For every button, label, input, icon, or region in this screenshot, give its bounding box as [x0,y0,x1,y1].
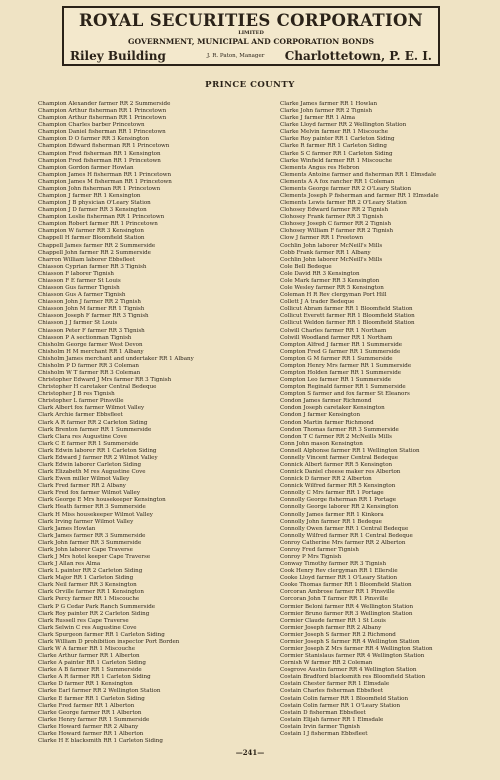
section-heading: PRINCE COUNTY [205,80,295,90]
directory-entry: Clements Lewis farmer RR 2 O'Leary Station [280,200,407,207]
directory-entry: Connell Alphonse farmer RR 1 Wellington Station [280,447,420,454]
directory-entry: Clarke George farmer RR 1 Alberton [38,709,142,716]
directory-entry: Clark Major RR 1 Carleton Siding [38,575,134,582]
directory-entry: Cole Wesley farmer RR 5 Kensington [280,285,384,292]
directory-entry: Costain Chester farmer RR 1 Elmsdale [280,681,390,688]
directory-entry: Costain Bradford blacksmith res Bloomfield Station [280,674,426,681]
directory-entry: Clark Archie farmer Ebbsfleet [38,412,123,419]
directory-entry: Cole David RR 3 Kensington [280,270,360,277]
directory-entry: Compton G M farmer RR 1 Summerside [280,355,393,362]
directory-entry: Champion Leslie fisherman RR 1 Princetown [38,214,165,221]
directory-entry: Clark Russell res Cape Traverse [38,617,129,624]
directory-entry: Clarke Arthur farmer RR 1 Alberton [38,653,140,660]
directory-entry: Clark William D prohibition inspector Port Borden [38,638,180,645]
directory-entry: Condon Thomas farmer RR 3 Summerside [280,426,399,433]
directory-entry: Clark Spurgeon farmer RR 1 Carleton Siding [38,631,165,638]
directory-entry: Compton Henry Mrs farmer RR 1 Summerside [280,362,412,369]
directory-entry: Champion Robert farmer RR 1 Princetown [38,221,158,228]
directory-entry: Clarke James farmer RR 1 Howlan [280,101,378,107]
directory-entry: Champion J D farmer RR 3 Kensington [38,207,147,214]
directory-entry: Clohosey Frank farmer RR 3 Tignish [280,214,383,221]
directory-entry: Clarke Winfield farmer RR 1 Miscouche [280,157,393,164]
directory-entry: Clarke E farmer RR 1 Carleton Siding [38,695,145,702]
directory-entry: Chiasson John J farmer RR 2 Tignish [38,299,141,306]
directory-entry: Clark J Mrs hotel keeper Cape Traverse [38,554,151,560]
directory-entry: Connolly Wilfred farmer RR 1 Central Bedeque [280,532,413,539]
directory-entry: Costain Colin farmer RR 1 Bloomfield Station [280,695,409,702]
directory-entry: Clarke Howard farmer RR 2 Albany [38,723,139,730]
directory-entry: Collicut Everett farmer RR 1 Bloomfield Station [280,313,415,320]
directory-entry: Collicut Weldon farmer RR 1 Bloomfield Station [280,320,415,327]
directory-entry: Clarke Earl farmer RR 2 Wellington Station [38,688,161,695]
directory-entry: Costain I J fisherman Ebbsfleet [280,730,368,737]
directory-entry: Clark Fred farmer RR 2 Albany [38,483,126,490]
directory-entry: Clark C E farmer RR 1 Summerside [38,440,139,447]
directory-entry: Clark J Allan res Alma [38,561,101,568]
directory-entry: Compton Leo farmer RR 1 Summerside [280,377,392,384]
directory-entry: Champion John fisherman RR 1 Princetown [38,185,161,192]
directory-entry: Champion Fred fisherman RR 1 Kensington [38,150,161,157]
directory-entry: Conroy Fred farmer Tignish [280,546,359,553]
directory-entry: Chisholm H M merchant RR 1 Albany [38,348,144,355]
directory-entry: Cornish W farmer RR 2 Coleman [280,660,373,667]
directory-entry: Chappell H farmer Bloomfield Station [38,235,145,242]
directory-entry: Clohosey Joseph C farmer RR 2 Tignish [280,221,392,228]
directory-entry: Cole Mark farmer RR 3 Kensington [280,277,380,284]
directory-entry: Costain D fisherman Ebbsfleet [280,709,366,716]
directory-entry: Collett J A trader Bedeque [280,299,355,306]
directory-entry: Clark Neil farmer RR 3 Kensington [38,582,137,589]
directory-entry: Cormier Bruno farmer RR 3 Wellington Station [280,610,413,617]
right-column [280,101,498,738]
directory-entry: Connolly John farmer RR 1 Bedeque [280,518,382,525]
directory-entry: Cormier Joseph S farmer RR 2 Richmond [280,631,396,638]
directory-entry: Clarke Howard farmer RR 1 Alberton [38,730,144,737]
directory-entry: Cooke Thomas farmer RR 1 Bloomfield Station [280,582,412,589]
directory-entry: Cochlin John laborer McNeill's Mills [280,256,383,263]
directory-entry: Compton S farmer and fox farmer St Eleanors [280,391,410,398]
directory-entry: Chisholm George farmer West Devon [38,341,143,348]
directory-entry: Connolly George fisherman RR 1 Portage [280,497,397,504]
directory-entry: Champion W farmer RR 3 Kensington [38,228,144,235]
directory-entry: Compton Fred G farmer RR 1 Summerside [280,348,401,355]
directory-entry: Connolly George laborer RR 2 Kensington [280,504,399,511]
directory-entry: Clements Angus res Hebron [280,164,360,171]
banner-manager: J. R. Paton, Manager [207,53,265,59]
directory-entry: Clark George E Mrs housekeeper Kensington [38,497,166,504]
directory-entry: Clarke H E blacksmith RR 1 Carleton Siding [38,738,163,745]
directory-entry: Christopher J B res Tignish [38,391,115,398]
directory-entry: Clark L painter RR 2 Carleton Siding [38,568,143,575]
directory-entry: Clarke S C farmer RR 1 Carleton Siding [280,150,393,157]
directory-entry: Cosgrove Austin farmer RR 4 Wellington Station [280,667,417,674]
directory-entry: Champion J B physician O'Leary Station [38,200,151,207]
directory-entry: Clark Roy painter RR 2 Carleton Siding [38,610,150,617]
directory-entry: Condon T C farmer RR 2 McNeills Mills [280,433,392,440]
banner-subtitle: GOVERNMENT, MUNICIPAL AND CORPORATION BONDS [127,37,375,46]
directory-entry: Clarke Fred farmer RR 1 Alberton [38,702,135,709]
directory-entry: Charron William laborer Ebbsfleet [38,256,135,263]
directory-entry: Connick Wilfred farmer RR 5 Kensington [280,483,396,490]
directory-entry: Clarke Lloyd farmer RR 2 Wellington Station [280,122,407,129]
directory-entry: Cormier Claude farmer RR 1 St Louis [280,617,386,624]
directory-entry: Cormier Joseph S farmer RR 4 Wellington Station [280,638,420,645]
left-column [38,101,256,745]
directory-entry: Clements George farmer RR 2 O'Leary Station [280,185,412,192]
directory-entry: Clark Ewen miller Wilmot Valley [38,476,130,483]
directory-entry: Chiasson F E farmer St Louis [38,277,121,284]
directory-entry: Clark Edwin laborer RR 1 Carleton Siding [38,447,157,454]
directory-entry: Clark Fred fox farmer Wilmot Valley [38,490,140,497]
directory-entry: Clark Edward J farmer RR 2 Wilmot Valley [38,454,158,461]
directory-entry: Clark A R farmer RR 2 Carleton Siding [38,419,148,426]
directory-entry: Chisholm James merchant and undertaker RR 1 Albany [38,355,194,362]
directory-entry: Costain Elijah farmer RR 1 Elmsdale [280,716,384,723]
directory-entry: Condon J farmer Kensington [280,412,361,419]
directory-entry: Clow J farmer RR 1 Freetown [280,235,364,242]
directory-entry: Clohosey William F farmer RR 2 Tignish [280,228,394,235]
directory-entry: Chiasson F laborer Tignish [38,270,114,277]
directory-entry: Christopher Edward J Mrs farmer RR 3 Tignish [38,377,172,384]
directory-entry: Connolly C Mrs farmer RR 1 Portage [280,490,384,497]
directory-entry: Condon Martin farmer Richmond [280,419,374,426]
directory-entry: Colwill Woodland farmer RR 1 Northam [280,334,393,341]
directory-entry: Chiasson Gus farmer Tignish [38,285,120,292]
directory-entry: Clements Antoine farmer and fisherman RR 1 Elmsdale [280,171,437,178]
directory-entry: Cochlin John laborer McNeill's Mills [280,242,383,249]
directory-entry: Clark Elizabeth M res Augustine Cove [38,469,146,476]
directory-entry: Clark Albert fox farmer Wilmot Valley [38,405,145,412]
directory-entry: Cole Bell Bedeque [280,263,332,270]
directory-entry: Champion Gordon farmer Howlan [38,164,134,171]
directory-entry: Chisholm P D farmer RR 3 Coleman [38,362,140,369]
directory-entry: Chappell James farmer RR 2 Summerside [38,242,156,249]
directory-entry: Cormier Beloni farmer RR 4 Wellington Station [280,603,414,610]
directory-entry: Connolly Owen farmer RR 1 Central Bedeque [280,525,409,532]
directory-entry: Connick Albert farmer RR 5 Kensington [280,461,393,468]
directory-entry: Cormier Joseph farmer RR 2 Albany [280,624,382,631]
directory-entry: Compton Holden farmer RR 1 Summerside [280,369,402,376]
directory-entry: Champion J farmer RR 1 Kensington [38,193,141,200]
directory-entry: Champion Arthur fisherman RR 1 Princetown [38,108,167,115]
directory-entry: Coleman H R Rev clergyman Port Hill [280,292,387,299]
directory-entry: Clarke A B farmer RR 1 Summerside [38,667,142,674]
directory-entry: Connolly James farmer RR 1 Kinkora [280,511,384,518]
directory-entry: Clark John farmer RR 3 Summerside [38,539,142,546]
directory-entry: Costain Charles fisherman Ebbsfleet [280,688,383,695]
directory-entry: Champion Fred fisherman RR 1 Princetown [38,157,161,164]
banner-city: Charlottetown, P. E. I. [284,49,432,63]
directory-entry: Champion Charles barber Princetown [38,122,145,129]
directory-entry: Clark Edwin laborer Carleton Siding [38,461,142,468]
directory-entry: Champion Edward fisherman RR 1 Princetown [38,143,170,150]
advertisement-banner [62,6,440,66]
directory-entry: Colwill Charles farmer RR 1 Northam [280,327,387,334]
directory-entry: Clarke Henry farmer RR 1 Summerside [38,716,150,723]
directory-entry: Conroy P Mrs Tignish [280,554,342,560]
directory-entry: Clarke Melvin farmer RR 1 Miscouche [280,129,389,136]
directory-entry: Clarke A painter RR 1 Carleton Siding [38,660,146,667]
directory-entry: Champion Daniel fisherman RR 1 Princetown [38,129,166,136]
directory-entry: Cormier Joseph Z Mrs farmer RR 4 Wellington Station [280,646,433,653]
directory-entry: Condon James farmer Richmond [280,398,372,405]
directory-entry: Cook Henry Rev clergyman RR 1 Ellerslie [280,568,398,575]
directory-entry: Chiasson J J farmer St Louis [38,320,118,327]
directory-entry: Corcoran John T farmer RR 1 Pinsville [280,596,388,603]
directory-entry: Connick Daniel cheese maker res Alberton [280,469,401,476]
directory-entry: Compton Reginald farmer RR 1 Summerside [280,384,406,391]
directory-entry: Cormier Stanislaus farmer RR 4 Wellington Station [280,653,425,660]
directory-entry: Clark Brenton farmer RR 1 Summerside [38,426,152,433]
directory-entry: Conroy Catherine Mrs farmer RR 2 Alberton [280,539,406,546]
directory-entry: Clark Orville farmer RR 1 Kensington [38,589,144,596]
directory-entry: Champion James H fisherman RR 1 Princetown [38,171,172,178]
directory-entry: Chiasson Gus A farmer Tignish [38,292,126,299]
directory-entry: Clements A A fox rancher RR 1 Coleman [280,178,395,185]
directory-entry: Clohosey Edward farmer RR 2 Tignish [280,207,389,214]
directory-entry: Clarke Roy painter RR 1 Carleton Siding [280,136,395,143]
directory-entry: Cooke Lloyd farmer RR 1 O'Leary Station [280,575,398,582]
directory-entry: Condon Joseph caretaker Kensington [280,405,385,412]
directory-entry: Clarke D farmer RR 1 Kensington [38,681,133,688]
directory-entry: Clarke A R farmer RR 1 Carleton Siding [38,674,151,681]
directory-entry: Clark W A farmer RR 1 Miscouche [38,646,135,653]
directory-entry: Champion James M fisherman RR 1 Princetown [38,178,172,185]
directory-entry: Champion D O farmer RR 3 Kensington [38,136,150,143]
directory-entry: Clarke R farmer RR 1 Carleton Siding [280,143,387,150]
directory-entry: Clark Heath farmer RR 3 Summerside [38,504,146,511]
directory-entry: Clements Joseph P fisherman and farmer RR 1 Elmsdale [280,193,439,200]
directory-entry: Christopher H caretaker Central Bedeque [38,384,157,391]
directory-entry: Corcoran Ambrose farmer RR 1 Pinsville [280,589,395,596]
directory-entry: Collicut Abram farmer RR 1 Bloomfield Station [280,306,413,313]
directory-entry: Conn John mason Kensington [280,440,363,447]
banner-limited: LIMITED [238,30,264,36]
banner-building: Riley Building [70,49,166,63]
directory-entry: Costain Colin farmer RR 1 O'Leary Station [280,702,401,709]
banner-title: ROYAL SECURITIES CORPORATION [78,11,424,30]
directory-entry: Clark James Howlan [38,525,96,532]
directory-entry: Clark Percy farmer RR 1 Miscouche [38,596,140,603]
directory-entry: Clark Clara res Augustine Cove [38,433,127,440]
directory-entry: Chiasson Joseph F farmer RR 3 Tignish [38,313,149,320]
directory-entry: Clarke J farmer RR 1 Alma [280,115,356,122]
directory-entry: Conway Timothy farmer RR 3 Tignish [280,561,387,568]
directory-entry: Chiasson P A sectionman Tignish [38,334,132,341]
directory-entry: Chiasson Cyprian farmer RR 3 Tignish [38,263,147,270]
directory-entry: Connick D farmer RR 2 Alberton [280,476,372,483]
directory-entry: Cobb Frank farmer RR 1 Albany [280,249,371,256]
directory-entry: Chappell John farmer RR 2 Summerside [38,249,151,256]
directory-entry: Clark H Miss housekeeper Wilmot Valley [38,511,153,518]
directory-entry: Clark Irving farmer Wilmot Valley [38,518,134,525]
page-number: —241— [235,748,265,757]
directory-entry: Clark Selwin C res Augustine Cove [38,624,137,631]
directory-entry: Champion Arthur fisherman RR 1 Princetown [38,115,167,122]
directory-entry: Compton Alfred J farmer RR 1 Summerside [280,341,403,348]
directory-entry: Connelly Vincent farmer Central Bedeque [280,454,399,461]
directory-entry: Chisholm W T farmer RR 3 Coleman [38,369,141,376]
directory-entry: Clark James farmer RR 3 Summerside [38,532,146,539]
directory-entry: Chiasson John M farmer RR 1 Tignish [38,306,145,313]
directory-entry: Clark P G Cedar Park Ranch Summerside [38,603,156,610]
directory-entry: Clarke John farmer RR 2 Tignish [280,108,373,115]
directory-entry: Chiasson Peter F farmer RR 3 Tignish [38,327,145,334]
directory-entry: Champion Alexander farmer RR 2 Summerside [38,101,171,107]
directory-entry: Clark John laborer Cape Traverse [38,546,133,553]
directory-entry: Christopher L farmer Pinsville [38,398,124,405]
directory-entry: Costain Irvin farmer Tignish [280,723,360,730]
